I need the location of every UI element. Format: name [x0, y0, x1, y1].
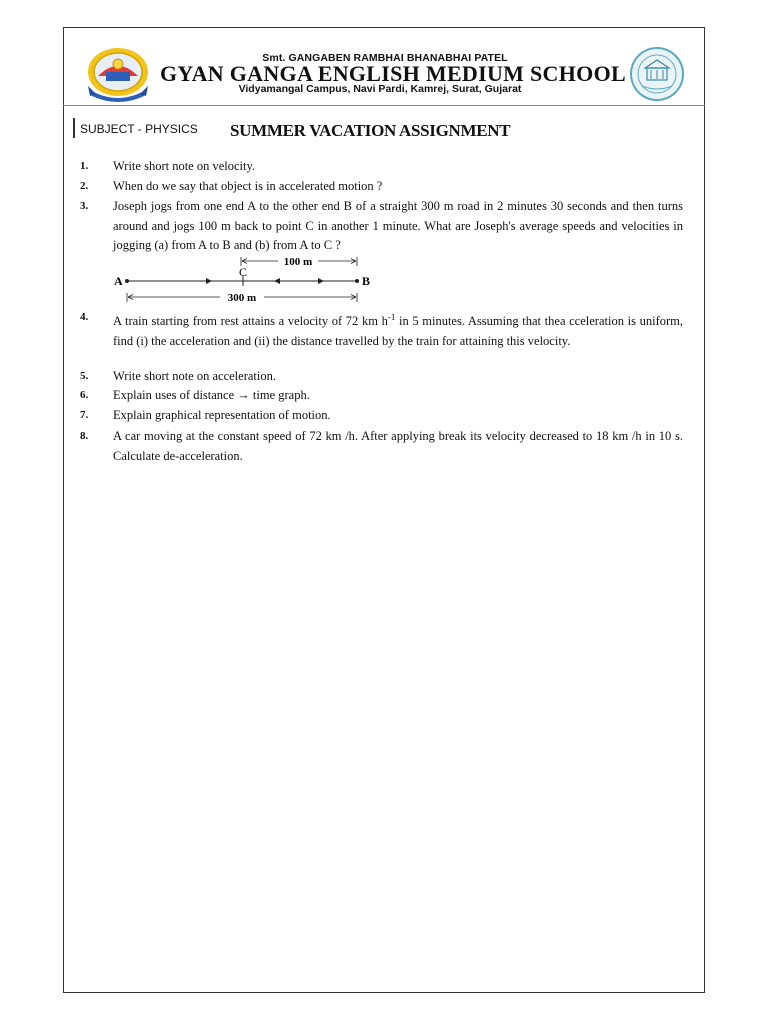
- question-text: Explain graphical representation of motion.: [113, 408, 331, 422]
- backward-arrow: [274, 278, 280, 284]
- header-divider: [63, 105, 705, 106]
- question-number: 8.: [80, 430, 89, 442]
- question-text: Write short note on velocity.: [113, 159, 256, 173]
- short-distance-label: 100 m: [283, 256, 313, 268]
- motion-diagram: [110, 252, 380, 308]
- subject-label: SUBJECT - PHYSICS: [80, 122, 198, 136]
- question-text-part: A train starting from rest attains a velocity of 72 km h: [113, 314, 388, 329]
- school-address: Vidyamangal Campus, Navi Pardi, Kamrej, Surat, Gujarat: [238, 83, 522, 95]
- forward-arrow-1: [206, 278, 212, 284]
- school-crest-logo: [84, 46, 152, 102]
- assignment-title: SUMMER VACATION ASSIGNMENT: [230, 121, 511, 140]
- school-name: GYAN GANGA ENGLISH MEDIUM SCHOOL: [160, 61, 626, 86]
- question-text: [113, 308, 683, 351]
- point-b-label: B: [362, 274, 371, 288]
- trust-name: Smt. GANGABEN RAMBHAI BHANABHAI PATEL: [262, 52, 508, 64]
- question-number: 7.: [80, 409, 89, 421]
- cbse-seal-logo: [628, 46, 686, 102]
- question-text: When do we say that object is in accelerated motion ?: [113, 179, 383, 193]
- question-number: 4.: [80, 311, 89, 323]
- question-number: 6.: [80, 389, 89, 401]
- question-number: 2.: [80, 180, 89, 192]
- question-text: A car moving at the constant speed of 72 km /h. After applying break its velocity decreased to 18 km /h in 10 s. Calculate de-acceleration.: [113, 429, 683, 463]
- superscript: -1: [387, 312, 396, 322]
- question-text: Explain uses of distance → time graph.: [113, 388, 310, 402]
- question-text-part: in 5 minutes. Assuming that thea cceleration is uniform, find (i) the acceleration and (ii) the distance travelled by the train for attaining this velocity.: [113, 314, 683, 348]
- question-text: Write short note on acceleration.: [113, 369, 276, 383]
- point-c-label: C: [238, 265, 248, 279]
- question-number: 5.: [80, 370, 89, 382]
- long-distance-label: 300 m: [227, 292, 257, 304]
- question-number: 3.: [80, 200, 89, 212]
- subject-marker: [73, 118, 75, 138]
- point-b-dot: [355, 279, 359, 283]
- question-text: Joseph jogs from one end A to the other end B of a straight 300 m road in 2 minutes 30 seconds and then turns around and jogs 100 m back to point C in another 1 minute. What are Joseph's average speeds and velocities in jogging (a) from A to B and (b) from A to C ?: [113, 199, 683, 252]
- point-a-label: A: [114, 274, 123, 288]
- forward-arrow-2: [318, 278, 324, 284]
- question-number: 1.: [80, 160, 89, 172]
